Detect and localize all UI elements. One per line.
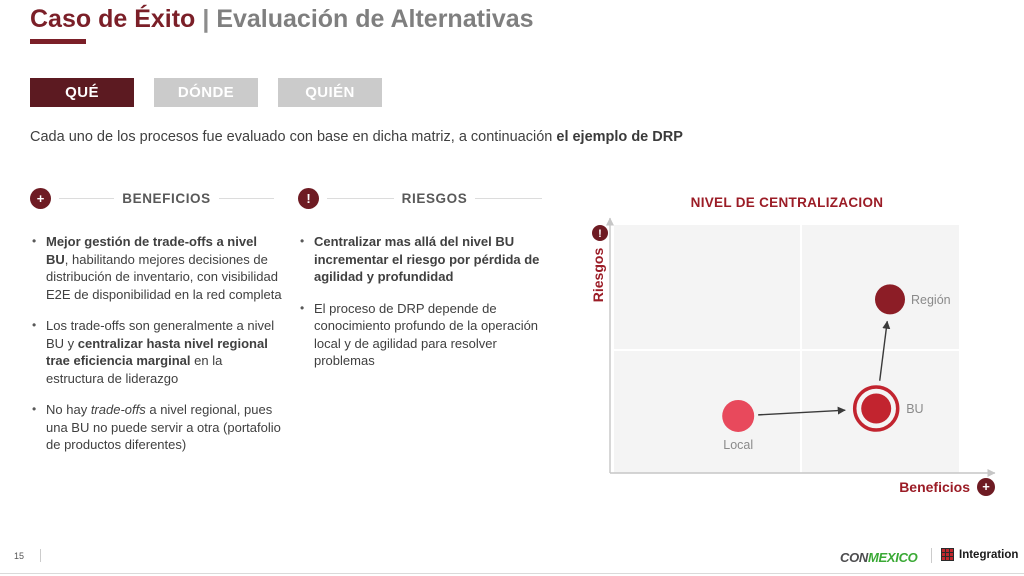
bullet-text: Mejor gestión de trade-offs a nivel BU, habilitando mejores decisiones de distribución de inventario, con visibilidad E2E de disponibilidad en la red completa xyxy=(46,234,282,302)
page-title xyxy=(30,5,534,34)
bullet-text: Los trade-offs son generalmente a nivel BU y centralizar hasta nivel regional trae eficiencia marginal en la estructura de liderazgo xyxy=(46,318,275,386)
divider-line xyxy=(327,198,394,199)
title-underline xyxy=(30,39,86,44)
list-item xyxy=(30,401,282,454)
exclamation-glyph: ! xyxy=(598,228,602,240)
point-label: BU xyxy=(906,402,924,417)
intro-text xyxy=(30,129,683,145)
divider-line xyxy=(59,198,114,199)
tab-quién[interactable]: QUIÉN xyxy=(278,78,382,107)
bullet-text: El proceso de DRP depende de conocimiento profundo de la operación local y de agilidad para resolver problemas xyxy=(314,300,539,368)
benefits-section xyxy=(30,188,282,468)
tab-bar xyxy=(30,78,382,107)
risks-list xyxy=(298,233,550,370)
benefits-list xyxy=(30,233,282,454)
bullet-marker: • xyxy=(32,234,37,248)
benefits-header xyxy=(30,188,282,209)
list-item xyxy=(298,300,550,370)
slide-bottom-border xyxy=(0,573,1024,574)
point-región xyxy=(875,284,905,314)
footer-divider xyxy=(40,549,41,562)
risks-header xyxy=(298,188,550,209)
point-bu xyxy=(861,394,891,424)
title-secondary: Evaluación de Alternativas xyxy=(216,5,534,33)
point-label: Local xyxy=(723,437,754,452)
list-item xyxy=(298,233,550,286)
tab-qué[interactable]: QUÉ xyxy=(30,78,134,107)
list-item xyxy=(30,233,282,303)
intro-bold: el ejemplo de DRP xyxy=(556,129,683,145)
bullet-marker: • xyxy=(300,300,305,315)
bullet-text: No hay trade-offs a nivel regional, pues una BU no puede servir a otra (portafolio de productos diferentes) xyxy=(46,402,281,452)
plus-glyph: + xyxy=(982,479,990,494)
conmexico-logo xyxy=(840,550,917,565)
title-separator: | xyxy=(202,5,210,33)
intro-regular: Cada uno de los procesos fue evaluado con base en dicha matriz, a continuación xyxy=(30,129,557,145)
divider-line xyxy=(475,198,542,199)
centralization-chart xyxy=(585,190,1020,505)
point-local xyxy=(722,400,754,432)
integration-logo-label: Integration xyxy=(959,548,1019,561)
bullet-marker: • xyxy=(32,402,37,416)
point-label: Región xyxy=(911,292,951,307)
title-primary: Caso de Éxito xyxy=(30,5,196,33)
exclamation-icon: ! xyxy=(298,188,319,209)
bullet-marker: • xyxy=(300,234,305,248)
benefits-title: BENEFICIOS xyxy=(122,191,211,206)
plus-icon: + xyxy=(30,188,51,209)
y-axis-label: Riesgos xyxy=(590,247,606,303)
integration-grid-icon xyxy=(941,548,954,561)
list-item xyxy=(30,317,282,387)
conmexico-logo-con: CON xyxy=(840,550,868,565)
bullet-text: Centralizar mas allá del nivel BU incrementar el riesgo por pérdida de agilidad y profundidad xyxy=(314,234,540,284)
divider-line xyxy=(219,198,274,199)
x-axis-label: Beneficios xyxy=(899,479,970,495)
chart-title: NIVEL DE CENTRALIZACION xyxy=(690,195,884,210)
tab-dónde[interactable]: DÓNDE xyxy=(154,78,258,107)
risks-title: RIESGOS xyxy=(401,191,468,206)
page-number: 15 xyxy=(14,551,25,561)
risks-section xyxy=(298,188,550,384)
footer-divider xyxy=(931,548,932,563)
integration-logo xyxy=(941,548,1018,561)
conmexico-logo-mexico: MEXICO xyxy=(868,550,918,565)
bullet-marker: • xyxy=(32,318,37,332)
